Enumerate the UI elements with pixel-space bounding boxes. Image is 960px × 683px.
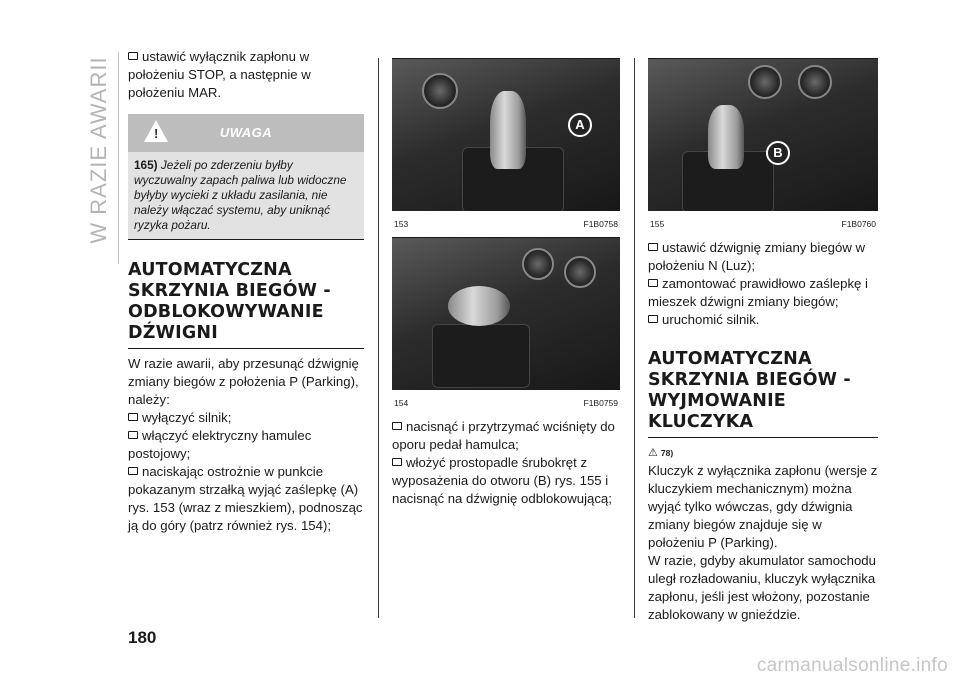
warning-ref-icon: ⚠ 78) [648,447,674,459]
figure-154-photo [392,237,620,390]
checkbox-bullet-icon [648,243,658,251]
warning-title: UWAGA [219,125,273,140]
column-1 [128,48,364,535]
warning-box [128,114,364,240]
list-item: uruchomić silnik. [648,311,878,329]
instruction-list [648,239,878,329]
dial-knob [564,256,596,288]
watermark: carmanualsonline.info [756,655,948,676]
figure-155-photo [648,58,878,211]
checkbox-bullet-icon [128,413,138,421]
list-item: włożyć prostopadle śrubokręt z wyposażenia do otworu (B) rys. 155 i nacisnąć na dźwignię odblokowującą; [392,455,612,506]
dial-knob [422,73,458,109]
reference-note [648,444,878,462]
column-3 [648,58,878,624]
column-divider [634,58,635,618]
list-item: ustawić dźwignię zmiany biegów w położeniu N (Luz); [648,240,866,273]
warning-header [128,114,364,152]
page-number: 180 [128,628,157,647]
side-divider [118,52,119,264]
checkbox-bullet-icon [648,279,658,287]
dial-knob [522,248,554,280]
list-item: naciskając ostrożnie w punkcie pokazanym strzałką wyjąć zaślepkę (A) rys. 153 (wraz z mieszkiem), podnosząc ją do góry (patrz również rys. 154); [128,464,363,533]
figure-code: F1B0758 [583,219,618,229]
paragraph: Kluczyk z wyłącznika zapłonu (wersje z kluczykiem mechanicznym) można wyjąć tylko wówczas, gdy dźwignia zmiany biegów znajduje się w położeniu P (Parking). [648,463,878,550]
figure-code: F1B0760 [841,219,876,229]
list-item: nacisnąć i przytrzymać wciśnięty do oporu pedał hamulca; [392,419,615,452]
warning-triangle-icon: ! [144,120,168,142]
column-divider [378,58,379,618]
warning-text: 165) Jeżeli po zderzeniu byłby wyczuwalny zapach paliwa lub widoczne byłyby wycieki z układu zasilania, nie należy włączać systemu, aby uniknąć ryzyka pożaru. [128,152,364,239]
section-heading: AUTOMATYCZNA SKRZYNIA BIEGÓW - WYJMOWANIE KLUCZYKA [648,349,878,438]
dial-knob [798,65,832,99]
dial-knob [748,65,782,99]
warning-ref: 165) [134,158,158,172]
list-item: ustawić wyłącznik zapłonu w położeniu STOP, a następnie w położeniu MAR. [128,49,311,100]
column-2 [392,58,620,508]
figure-number: 153 [394,219,409,229]
checkbox-bullet-icon [128,52,138,60]
gear-lever [490,91,526,169]
figure-number: 154 [394,398,409,408]
instruction-list [392,418,620,508]
figure-caption [392,390,620,410]
figure-code: F1B0759 [583,398,618,408]
checkbox-bullet-icon [128,467,138,475]
section-title-vertical: W RAZIE AWARII [86,56,111,244]
figure-caption [648,211,878,231]
paragraph: W razie awarii, aby przesunąć dźwignię zmiany biegów z położenia P (Parking), należy: [128,356,359,407]
figure-153-photo [392,58,620,211]
list-item: zamontować prawidłowo zaślepkę i mieszek dźwigni zmiany biegów; [648,276,868,309]
removed-cover [448,286,510,326]
list-item: wyłączyć silnik; [128,409,364,427]
figure-caption [392,211,620,231]
figure-number: 155 [650,219,665,229]
callout-label: A [568,113,592,137]
list-item: włączyć elektryczny hamulec postojowy; [128,428,312,461]
paragraph: W razie, gdyby akumulator samochodu uległ rozładowaniu, kluczyk wyłącznika zapłonu, jeśli jest włożony, pozostanie zablokowany w gnieździe. [648,553,876,622]
section-heading: AUTOMATYCZNA SKRZYNIA BIEGÓW - ODBLOKOWYWANIE DŹWIGNI [128,260,364,349]
gear-lever [708,105,744,169]
checkbox-bullet-icon [392,422,402,430]
checkbox-bullet-icon [128,431,138,439]
shifter-boot [432,324,530,388]
section-side-tab [84,50,114,250]
checkbox-bullet-icon [648,315,658,323]
callout-label: B [766,141,790,165]
checkbox-bullet-icon [392,458,402,466]
